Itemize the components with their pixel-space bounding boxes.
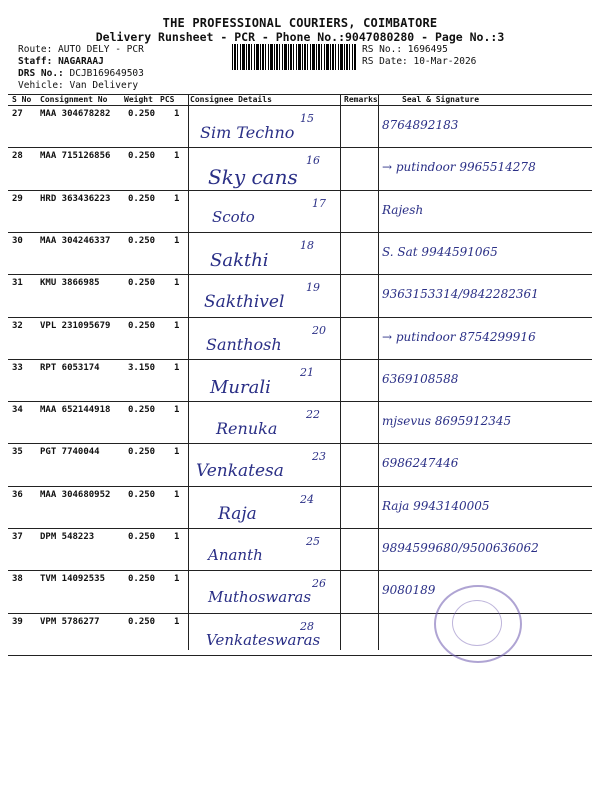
row-sequence-number: 26 <box>312 577 326 591</box>
row-pcs: 1 <box>174 320 180 331</box>
row-divider <box>8 274 592 275</box>
staff-line <box>18 56 104 67</box>
row-pcs: 1 <box>174 532 180 542</box>
row-signature: → putindoor 8754299916 <box>382 329 536 344</box>
row-consignment-no: VPM 5786277 <box>40 616 100 627</box>
row-consignment-no: VPL 231095679 <box>40 320 111 331</box>
row-consignment-no: HRD 363436223 <box>40 193 111 204</box>
row-divider <box>8 486 592 487</box>
row-consignee-name: Santhosh <box>206 334 282 354</box>
row-consignment-no: MAA 304678282 <box>40 109 111 119</box>
row-sno: 33 <box>12 362 23 373</box>
header-seal-signature: Seal & Signature <box>402 95 480 104</box>
row-divider <box>8 570 592 571</box>
row-sequence-number: 25 <box>306 535 320 548</box>
rs-date: RS Date: 10-Mar-2026 <box>362 56 477 67</box>
row-pcs: 1 <box>174 447 180 458</box>
row-consignee-name: Venkateswaras <box>206 630 321 649</box>
row-sequence-number: 22 <box>306 408 320 422</box>
company-title: THE PROFESSIONAL COURIERS, COIMBATORE <box>162 16 438 30</box>
row-consignment-no: MAA 652144918 <box>40 405 111 416</box>
row-pcs: 1 <box>174 405 180 416</box>
header-weight: Weight <box>124 95 153 104</box>
seal-stamp <box>434 585 522 663</box>
row-consignment-no: PGT 7740044 <box>40 447 100 458</box>
row-sno: 31 <box>12 278 23 289</box>
row-sno: 27 <box>12 109 23 119</box>
row-sno: 39 <box>12 616 23 627</box>
row-weight: 0.250 <box>128 489 156 500</box>
row-consignment-no: MAA 304246337 <box>40 235 111 246</box>
row-pcs: 1 <box>174 235 180 246</box>
row-signature: 9080189 <box>382 583 436 598</box>
row-consignment-no: DPM 548223 <box>40 532 95 542</box>
row-weight: 0.250 <box>128 109 156 119</box>
staff-value: NAGARAAJ <box>58 56 104 67</box>
row-divider <box>8 401 592 402</box>
row-consignee-name: Raja <box>218 503 257 524</box>
drs-label: DRS No.: <box>18 68 64 79</box>
row-signature: → putindoor 9965514278 <box>382 160 536 175</box>
rs-number: RS No.: 1696495 <box>362 44 448 55</box>
row-sno: 29 <box>12 193 23 204</box>
row-consignee-name: Sky cans <box>208 165 298 190</box>
row-weight: 0.250 <box>128 447 156 458</box>
row-divider <box>8 359 592 360</box>
row-sequence-number: 17 <box>312 196 326 210</box>
drs-line <box>18 68 144 79</box>
row-pcs: 1 <box>174 489 180 500</box>
row-consignee-name: Venkatesa <box>196 461 284 482</box>
row-sequence-number: 18 <box>300 238 314 252</box>
row-sno: 36 <box>12 489 23 500</box>
row-signature: S. Sat 9944591065 <box>382 244 498 259</box>
row-consignee-name: Renuka <box>216 419 278 439</box>
row-pcs: 1 <box>174 574 180 585</box>
row-sno: 37 <box>12 532 23 542</box>
row-pcs: 1 <box>174 193 180 204</box>
row-consignment-no: TVM 14092535 <box>40 574 106 585</box>
row-divider <box>8 147 592 148</box>
row-weight: 0.250 <box>128 278 156 289</box>
row-sno: 30 <box>12 235 23 246</box>
header-consignee: Consignee Details <box>190 95 272 104</box>
row-weight: 3.150 <box>128 362 156 373</box>
row-sequence-number: 15 <box>300 112 314 125</box>
row-sno: 32 <box>12 320 23 331</box>
row-sequence-number: 28 <box>300 619 314 633</box>
row-pcs: 1 <box>174 109 180 119</box>
row-weight: 0.250 <box>128 151 156 162</box>
row-consignment-no: RPT 6053174 <box>40 362 100 373</box>
row-sequence-number: 19 <box>306 281 320 295</box>
row-divider <box>8 443 592 444</box>
header-sno: S No <box>12 95 32 104</box>
row-consignee-name: Muthoswaras <box>208 588 312 607</box>
row-sequence-number: 21 <box>300 365 314 379</box>
column-divider <box>378 94 379 650</box>
row-signature: 9363153314/9842282361 <box>382 287 539 302</box>
row-signature: Rajesh <box>382 202 424 217</box>
row-signature: 6986247446 <box>382 456 459 471</box>
header-consignment: Consignment No <box>40 95 108 104</box>
row-consignee-name: Scoto <box>212 207 255 226</box>
row-consignee-name: Murali <box>210 376 271 398</box>
row-sno: 38 <box>12 574 23 585</box>
row-signature: Raja 9943140005 <box>382 498 490 513</box>
row-weight: 0.250 <box>128 532 156 542</box>
row-consignee-name: Sim Techno <box>200 123 295 142</box>
row-divider <box>8 528 592 529</box>
row-weight: 0.250 <box>128 616 156 627</box>
row-consignment-no: MAA 715126856 <box>40 151 111 162</box>
row-sequence-number: 20 <box>312 323 326 337</box>
row-consignee-name: Sakthivel <box>204 292 285 313</box>
row-sno: 35 <box>12 447 23 458</box>
row-pcs: 1 <box>174 151 180 162</box>
row-weight: 0.250 <box>128 193 156 204</box>
row-weight: 0.250 <box>128 320 156 331</box>
header-rule <box>8 105 592 106</box>
route-label: Route: AUTO DELY - PCR <box>18 44 144 55</box>
row-pcs: 1 <box>174 616 180 627</box>
row-pcs: 1 <box>174 278 180 289</box>
header-pcs: PCS <box>160 95 175 104</box>
row-consignee-name: Sakthi <box>210 249 269 271</box>
row-weight: 0.250 <box>128 574 156 585</box>
row-consignment-no: MAA 304680952 <box>40 489 111 500</box>
row-sno: 34 <box>12 405 23 416</box>
row-divider <box>8 232 592 233</box>
row-signature: 8764892183 <box>382 118 459 132</box>
row-signature: 6369108588 <box>382 371 459 386</box>
row-weight: 0.250 <box>128 405 156 416</box>
vehicle-label: Vehicle: Van Delivery <box>18 80 139 91</box>
row-signature: 9894599680/9500636062 <box>382 541 539 555</box>
column-divider <box>340 94 341 650</box>
row-consignee-name: Ananth <box>208 546 263 564</box>
runsheet-subtitle: Delivery Runsheet - PCR - Phone No.:9047080280 - Page No.:3 <box>95 30 505 44</box>
drs-value: DCJB169649503 <box>69 68 144 79</box>
row-consignment-no: KMU 3866985 <box>40 278 100 289</box>
row-divider <box>8 190 592 191</box>
row-divider <box>8 317 592 318</box>
header-remarks: Remarks <box>344 95 378 104</box>
row-sequence-number: 23 <box>312 450 326 464</box>
column-divider <box>188 94 189 650</box>
row-pcs: 1 <box>174 362 180 373</box>
row-signature: mjsevus 8695912345 <box>382 414 512 429</box>
row-sequence-number: 24 <box>300 492 314 506</box>
row-sequence-number: 16 <box>306 154 320 168</box>
row-sno: 28 <box>12 151 23 162</box>
staff-label: Staff: <box>18 56 53 67</box>
barcode <box>232 44 356 70</box>
row-weight: 0.250 <box>128 235 156 246</box>
